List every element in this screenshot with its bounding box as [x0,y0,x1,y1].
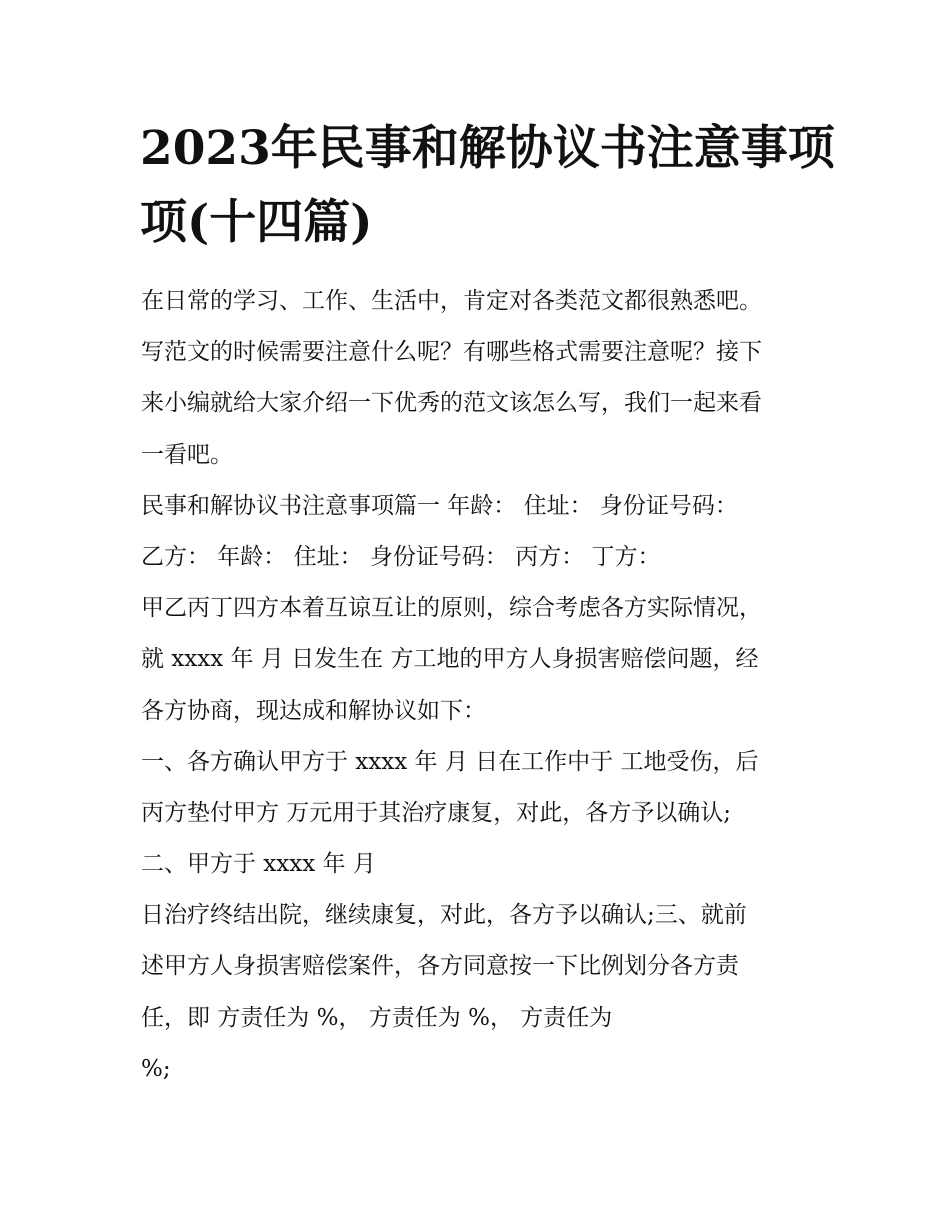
body-line-7: 甲乙丙丁四方本着互谅互让的原则，综合考虑各方实际情况， [141,595,762,622]
body-line-14: 述甲方人身损害赔偿案件，各方同意按一下比例划分各方责 [141,953,739,980]
body-line-15: 任，即 方责任为 %， 方责任为 %， 方责任为 [141,1004,613,1031]
body-line-8: 就 xxxx 年 月 日发生在 方工地的甲方人身损害赔偿问题，经 [141,646,759,673]
body-line-13: 日治疗终结出院，继续康复，对此，各方予以确认;三、就前 [141,902,747,929]
body-line-11: 丙方垫付甲方 万元用于其治疗康复，对此，各方予以确认; [141,799,732,826]
body-line-4: 一看吧。 [141,441,233,468]
document-title [140,112,835,260]
title-line-1: 2023年民事和解协议书注意事项 [140,121,835,176]
document-body [141,276,821,1095]
body-line-6: 乙方： 年龄： 住址： 身份证号码： 丙方： 丁方： [141,543,661,570]
body-line-3: 来小编就给大家介绍一下优秀的范文该怎么写，我们一起来看 [141,390,762,417]
body-line-1: 在日常的学习、工作、生活中，肯定对各类范文都很熟悉吧。 [141,288,762,314]
body-line-2: 写范文的时候需要注意什么呢？有哪些格式需要注意呢？接下 [141,339,762,366]
body-line-9: 各方协商，现达成和解协议如下： [141,697,486,724]
body-line-5: 民事和解协议书注意事项篇一 年龄： 住址： 身份证号码： [141,492,738,519]
body-line-10: 一、各方确认甲方于 xxxx 年 月 日在工作中于 工地受伤，后 [141,748,759,775]
body-line-12: 二、甲方于 xxxx 年 月 [141,851,376,878]
body-line-16: %; [141,1055,171,1082]
title-line-2: 项(十四篇) [140,195,373,250]
